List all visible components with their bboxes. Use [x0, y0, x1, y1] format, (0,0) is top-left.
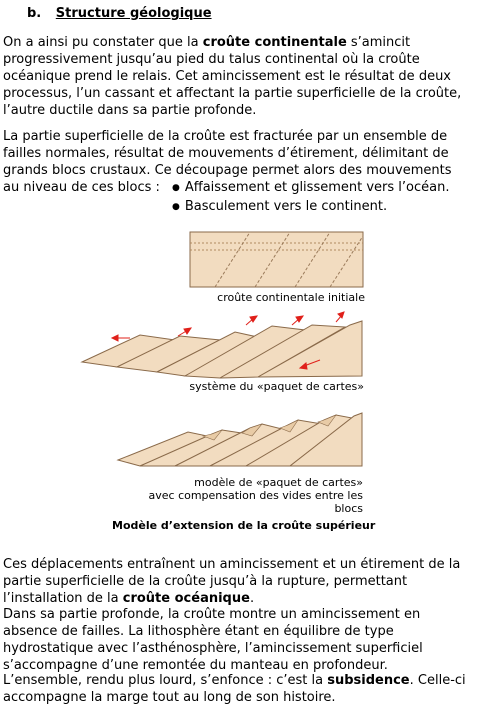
figure-title: Modèle d’extension de la croûte supérieur [112, 519, 376, 532]
caption-card-pack: système du «paquet de cartes» [189, 380, 364, 393]
arrow-icon [184, 328, 191, 334]
text-run: Ces déplacements entraînent un amincissement et un étirement de la partie superficielle de la croûte jusqu’à la rupture, permettant l’installation de la [3, 557, 461, 606]
caption-initial-crust: croûte continentale initiale [217, 291, 365, 304]
section-number: b. [27, 6, 42, 21]
bullet-item: ● Affaissement et glissement vers l’océan. [172, 179, 449, 198]
text-run: On a ainsi pu constater que la [3, 35, 203, 50]
initial-crust-block [190, 232, 363, 287]
paragraph-profonde: Dans sa partie profonde, la croûte montre un amincissement en absence de failles. La lithosphère étant en équilibre de type hydrostatique avec l’asthénosphère, l’amincissement superficiel s’accompagne d’une remontée du manteau en profondeur. [3, 607, 423, 673]
term-subsidence: subsidence [327, 673, 410, 688]
caption-compensation [120, 476, 363, 515]
arrow-icon [338, 312, 344, 318]
paragraph-failles: La partie superficielle de la croûte est fracturée par un ensemble de failles normales, résultat de mouvements d’étirement, délimitant de grands blocs crustaux. Ce découpage permet alors des mouvements au niveau de ces blocs : [3, 129, 452, 195]
paragraph-rupture [3, 556, 471, 607]
caption-line: avec compensation des vides entre les blocs [148, 489, 363, 515]
bullet-item: ● Basculement vers le continent. [172, 198, 449, 217]
caption-line: modèle de «paquet de cartes» [194, 476, 363, 489]
section-title: Structure géologique [55, 6, 212, 21]
paragraph-subsidence [3, 672, 471, 706]
term-croute-continentale: croûte continentale [202, 35, 347, 50]
text-run: . Celle-ci accompagne la marge tout au long de son histoire. [3, 673, 466, 705]
term-croute-oceanique: croûte océanique [122, 591, 250, 606]
card-pack-blocks [82, 321, 362, 378]
arrow-icon [112, 335, 118, 341]
text-run: L’ensemble, rendu plus lourd, s’enfonce : c’est la [3, 673, 328, 688]
text-run: . [249, 591, 255, 606]
text-run: s’amincit progressivement jusqu’au pied du talus continental où la croûte océanique prend le relais. Cet amincissement est le résultat de deux processus, l’un cassant et affectant la partie superficielle de la croûte, l’autre ductile dans sa partie profonde. [3, 35, 462, 118]
